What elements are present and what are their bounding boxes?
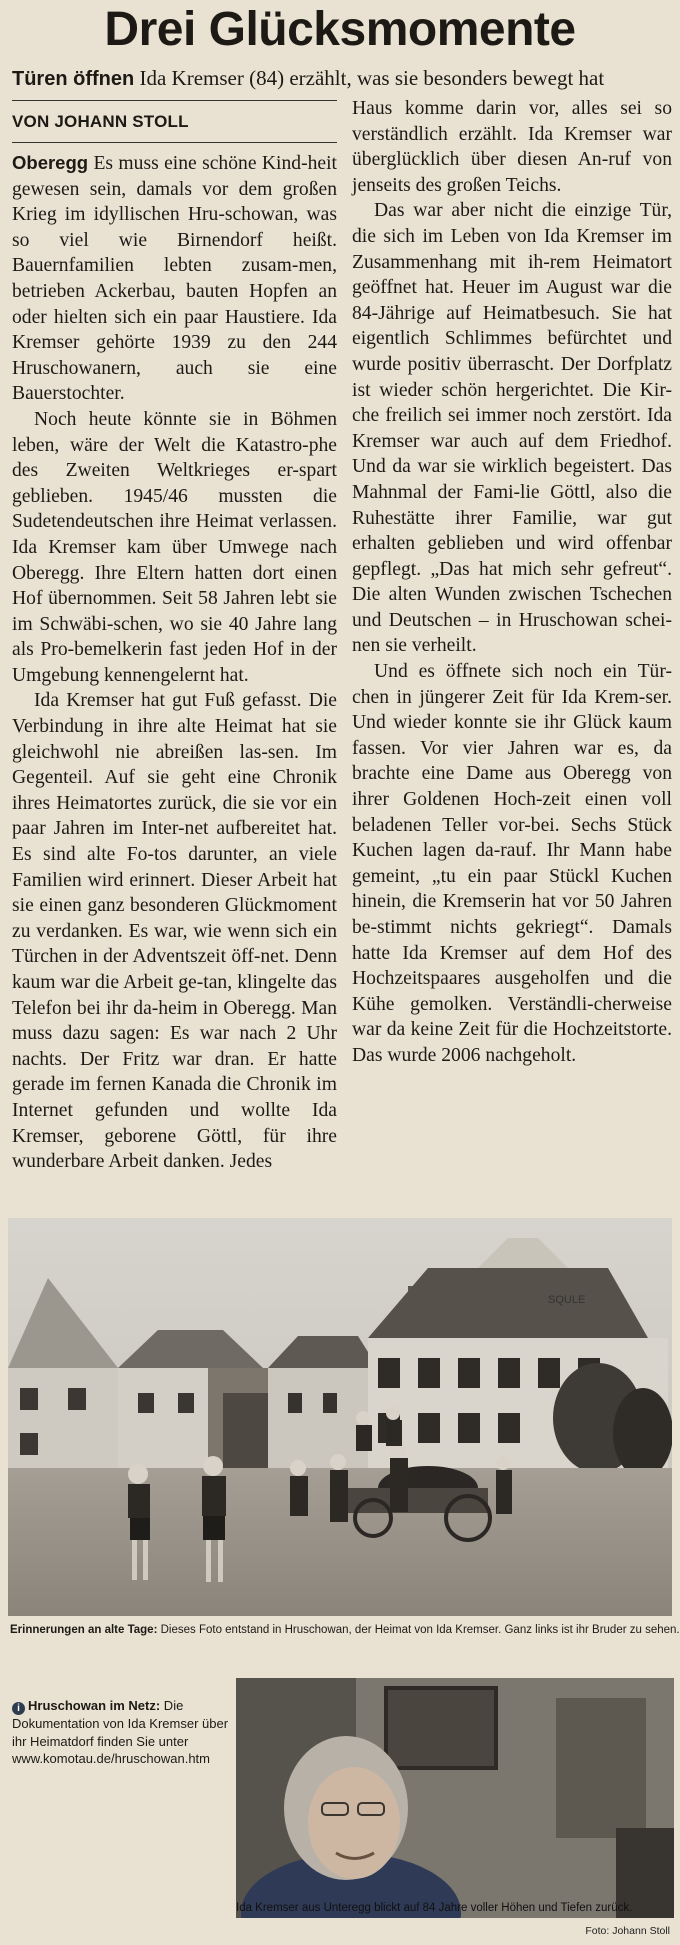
paragraph: Noch heute könnte sie in Böhmen leben, wäre der Welt die Katastro-phe des Zweiten Weltkrieges er-spart geblieben. 1945/46 mussten die Sudetendeutschen ihre Heimat verlassen. Ida Kremser kam über Umwege nach Oberegg. Ihre Eltern hatten dort einen Hof übernommen. Seit 58 Jahren lebt sie im Schwäbi-schen, wo sie 40 Jahre lang als Pro-bemelkerin fast jeden Hof in der Umgebung kennengelernt hat.: [12, 408, 337, 686]
subheadline-text: Ida Kremser (84) erzählt, was sie besonders bewegt hat: [139, 66, 605, 90]
photo-credit: Foto: Johann Stoll: [585, 1925, 670, 1937]
photo-caption: [10, 1622, 680, 1638]
paragraph-text: Es muss eine schöne Kind-heit gewesen sein, damals vor dem großen Krieg im idyllischen Hru-schowan, was so viel wie Birnendorf heißt. Bauernfamilien lebten zusam-men, betrieben Ackerbau, bauten Hopfen an oder hielten sich ein paar Haustiere. Ida Kremser gehörte 1939 zu den 244 Hruschowanern, auch sie eine Bauerstochter.: [12, 153, 337, 405]
paragraph: Das war aber nicht die einzige Tür, die sich im Leben von Ida Kremser im Zusammenhang mit ih-rem Heimatort geöffnet hat. Heuer im August war die 84-Jährige auf Heimatbesuch. Sie hat eigentlich Schlimmes befürchtet und wurde positiv überrascht. Der Dorfplatz ist wieder schön hergerichtet. Die Kir-che freilich sei immer noch zerstört. Ida Kremser war auch auf dem Friedhof. Und da war sie wirklich begeistert. Das Mahnmal der Fami-lie Göttl, also die Ruhestätte ihrer Familie, war gut erhalten geblieben und wird offenbar gepflegt. „Das hat mich sehr gefreut“. Die alten Wunden zwischen Tschechen und Deutschen – in Hruschowan schei-nen sie verheilt.: [352, 200, 672, 657]
photo-caption-text: Dieses Foto entstand in Hruschowan, der Heimat von Ida Kremser. Ganz links ist ihr Bruder zu sehen.: [157, 1624, 680, 1636]
school-sign: SQULE: [548, 1294, 586, 1306]
portrait-photo: [236, 1678, 674, 1918]
article-column-2: [352, 96, 672, 1069]
byline-rule: [12, 142, 337, 143]
village-photo: [8, 1218, 672, 1616]
village-photo-illustration: [8, 1218, 672, 1616]
paragraph: Ida Kremser hat gut Fuß gefasst. Die Verbindung in ihre alte Heimat hat sie gleichwohl nie abreißen las-sen. Im Gegenteil. Auf sie geht eine Chronik ihres Heimatortes zurück, die sie vor ein paar Jahren im Inter-net aufbereitet hat. Es sind alte Fo-tos darunter, an viele Familien wird erinnert. Dieser Arbeit hat sie einen ganz besonderen Glückmoment zu verdanken. Es war, wie wenn sich ein Türchen in der Adventszeit öff-net. Denn kaum war die Arbeit ge-tan, klingelte das Telefon bei ihr da-heim in Oberegg. Man muss dazu sagen: Es war nach 2 Uhr nachts. Der Fritz war dran. Er hatte gerade im fernen Kanada die Chronik im Internet gefunden und wollte Ida Kremser, geborene Göttl, für ihre wunderbare Arbeit danken. Jedes: [12, 690, 337, 1173]
dateline: Oberegg: [12, 152, 89, 173]
kicker: Türen öffnen: [12, 68, 135, 90]
top-rule: [12, 100, 337, 101]
byline: VON JOHANN STOLL: [12, 112, 189, 131]
paragraph: Und es öffnete sich noch ein Tür-chen in jüngerer Zeit für Ida Krem-ser. Und wieder konnte sie ihr Glück kaum fassen. Vor vier Jahren war es, da brachte eine Dame aus Oberegg von ihrer Goldenen Hoch-zeit einen voll beladenen Teller vor-bei. Sechs Stück Kuchen lagen da-rauf. Ihr Mann habe gemeint, „tu ein paar Stückl Kuchen hinein, die Kremserin hat vor 50 Jahren be-stimmt nichts gekriegt“. Damals hatte Ida Kremser auf dem Hof des Hochzeitspaares ausgeholfen und die Kühe gemolken. Verständli-cherweise war da keine Zeit für die Hochzeitstorte. Das wurde 2006 nachgeholt.: [352, 661, 672, 1066]
info-box: [12, 1697, 232, 1768]
photo-caption-lead: Erinnerungen an alte Tage:: [10, 1624, 158, 1636]
paragraph: [12, 150, 337, 407]
headline: Drei Glücksmomente: [104, 3, 576, 56]
portrait-caption: Ida Kremser aus Unteregg blickt auf 84 Jahre voller Höhen und Tiefen zurück.: [236, 1902, 633, 1914]
info-icon: i: [12, 1702, 25, 1715]
subheadline: [12, 64, 674, 93]
info-box-title: Hruschowan im Netz:: [28, 1698, 161, 1713]
article-column-1: [12, 150, 337, 1175]
info-box-text: Die Dokumentation von Ida Kremser über ihr Heimatdorf finden Sie unter www.komotau.de/hruschowan.htm: [12, 1698, 229, 1766]
paragraph: Haus komme darin vor, alles sei so verständlich erzählt. Ida Kremser war überglücklich über diesen An-ruf von jenseits des großen Teichs.: [352, 98, 672, 196]
portrait-photo-illustration: [236, 1678, 674, 1918]
